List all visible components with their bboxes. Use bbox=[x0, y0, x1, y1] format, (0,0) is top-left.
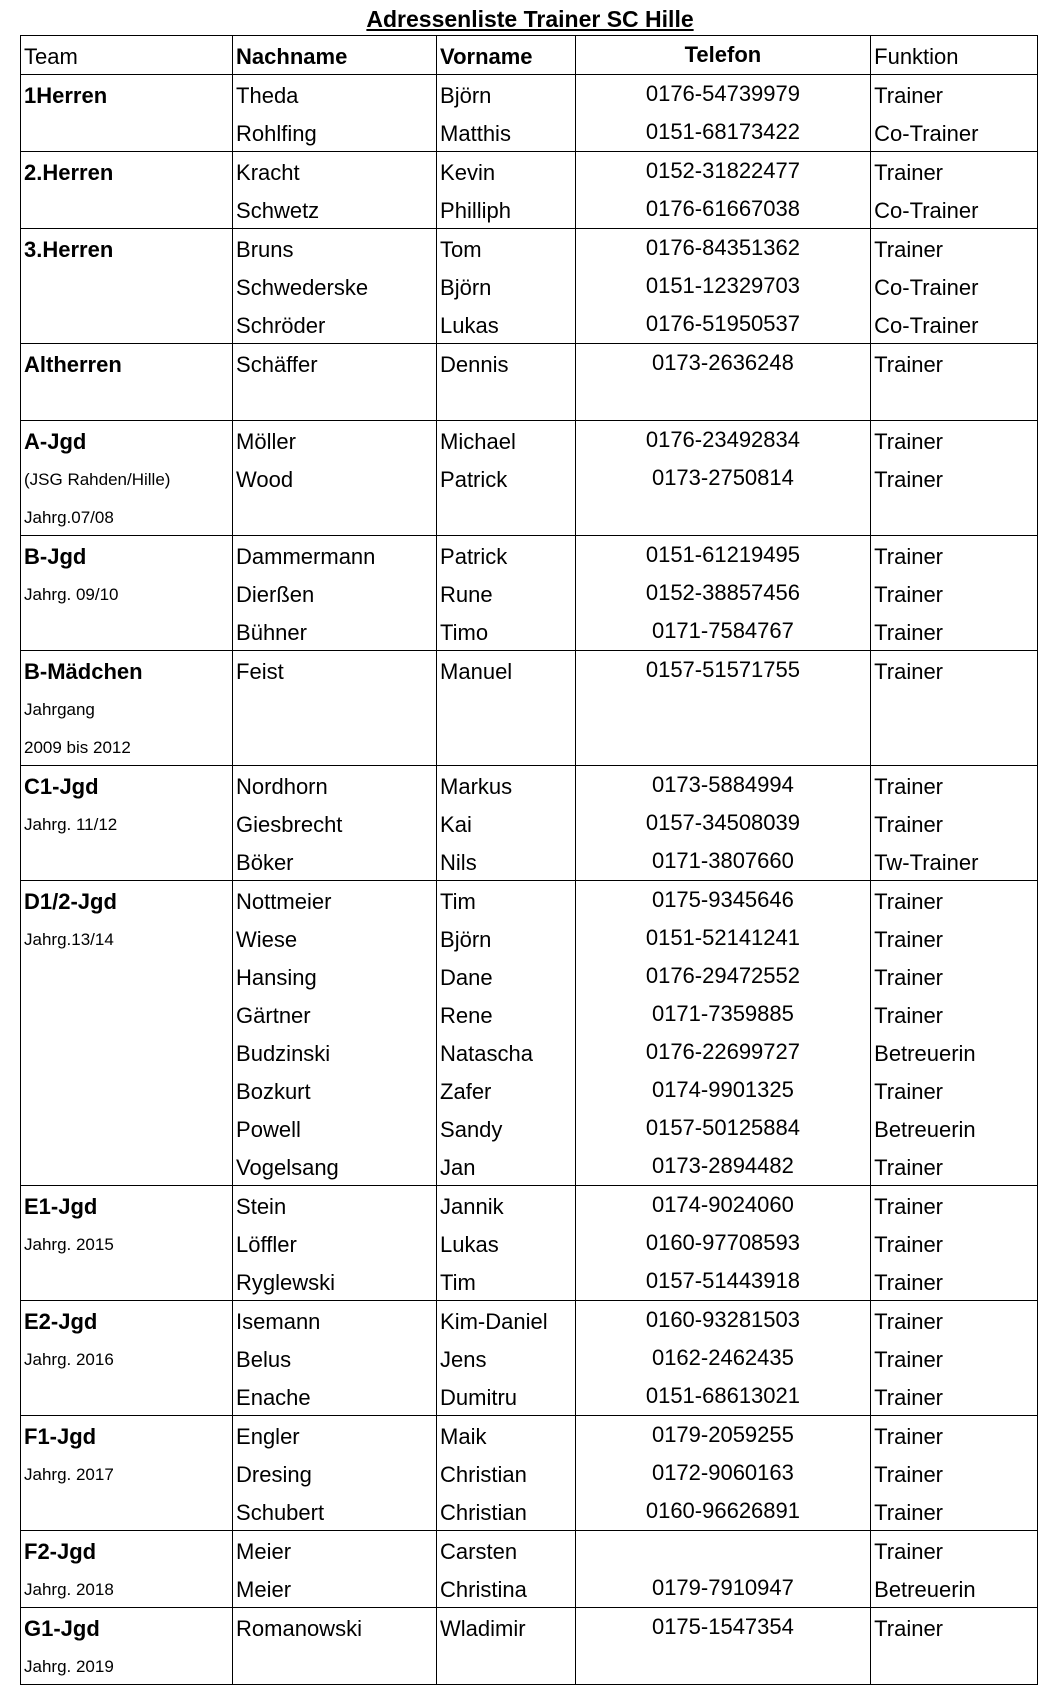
nachname-value: Rohlfing bbox=[236, 121, 317, 146]
address-table-body bbox=[21, 36, 1038, 1685]
header-telefon: Telefon bbox=[575, 36, 870, 75]
empty-line bbox=[437, 1646, 575, 1684]
nachname-value: Bühner bbox=[236, 620, 307, 645]
vorname-value: Christian bbox=[440, 1500, 527, 1525]
team-name: 2.Herren bbox=[24, 160, 114, 185]
nachname-value: Schwederske bbox=[236, 275, 369, 300]
funktion-cell bbox=[871, 152, 1038, 229]
telefon-value: 0152-38857456 bbox=[645, 580, 800, 605]
funktion-value: Trainer bbox=[874, 965, 944, 990]
address-table bbox=[20, 35, 1038, 1685]
telefon-value: 0176-54739979 bbox=[645, 81, 800, 106]
team-name: B-Mädchen bbox=[24, 659, 143, 684]
vorname-cell bbox=[437, 229, 576, 344]
empty-line bbox=[233, 497, 436, 535]
team-subtitle: Jahrg. 2016 bbox=[24, 1350, 114, 1369]
vorname-value: Markus bbox=[440, 774, 513, 799]
telefon-value: 0157-34508039 bbox=[645, 810, 800, 835]
telefon-value: 0151-52141241 bbox=[645, 925, 800, 950]
telefon-value: 0151-68173422 bbox=[645, 119, 800, 144]
empty-line bbox=[233, 689, 436, 727]
empty-line bbox=[576, 497, 870, 535]
funktion-cell bbox=[871, 651, 1038, 766]
team-cell bbox=[21, 1531, 233, 1608]
vorname-value: Wladimir bbox=[440, 1616, 526, 1641]
vorname-value: Patrick bbox=[440, 544, 508, 569]
telefon-value: 0171-7584767 bbox=[651, 618, 794, 643]
team-group-row bbox=[21, 152, 1038, 229]
vorname-cell bbox=[437, 344, 576, 421]
nachname-value: Wiese bbox=[236, 927, 298, 952]
telefon-value: 0179-2059255 bbox=[651, 1422, 794, 1447]
telefon-cell bbox=[575, 344, 870, 421]
funktion-value: Trainer bbox=[874, 659, 944, 684]
telefon-cell bbox=[575, 1608, 870, 1685]
telefon-cell bbox=[575, 152, 870, 229]
team-group-row bbox=[21, 766, 1038, 881]
nachname-cell bbox=[233, 536, 437, 651]
funktion-value: Trainer bbox=[874, 160, 944, 185]
telefon-value: 0160-97708593 bbox=[645, 1230, 800, 1255]
empty-line bbox=[871, 1646, 1037, 1684]
nachname-value: Nordhorn bbox=[236, 774, 328, 799]
team-name: A-Jgd bbox=[24, 429, 87, 454]
team-cell bbox=[21, 1186, 233, 1301]
nachname-value: Meier bbox=[236, 1539, 292, 1564]
funktion-cell bbox=[871, 1608, 1038, 1685]
telefon-value: 0157-50125884 bbox=[645, 1115, 800, 1140]
team-cell bbox=[21, 536, 233, 651]
nachname-value: Feist bbox=[236, 659, 284, 684]
vorname-cell bbox=[437, 1301, 576, 1416]
empty-line bbox=[437, 382, 575, 420]
header-vorname: Vorname bbox=[437, 36, 576, 75]
telefon-cell bbox=[575, 1416, 870, 1531]
nachname-value: Theda bbox=[236, 83, 299, 108]
vorname-cell bbox=[437, 536, 576, 651]
funktion-value: Trainer bbox=[874, 1500, 944, 1525]
vorname-value: Jannik bbox=[440, 1194, 504, 1219]
team-subtitle: Jahrg.07/08 bbox=[24, 508, 114, 527]
vorname-value: Christina bbox=[440, 1577, 527, 1602]
vorname-value: Timo bbox=[440, 620, 489, 645]
team-name: Altherren bbox=[24, 352, 122, 377]
vorname-cell bbox=[437, 152, 576, 229]
nachname-value: Belus bbox=[236, 1347, 292, 1372]
telefon-cell bbox=[575, 536, 870, 651]
nachname-cell bbox=[233, 1531, 437, 1608]
team-group-row bbox=[21, 536, 1038, 651]
empty-line bbox=[437, 689, 575, 727]
team-name: E2-Jgd bbox=[24, 1309, 98, 1334]
team-group-row bbox=[21, 651, 1038, 766]
nachname-value: Dresing bbox=[236, 1462, 312, 1487]
team-group-row bbox=[21, 1531, 1038, 1608]
nachname-value: Vogelsang bbox=[236, 1155, 339, 1180]
vorname-cell bbox=[437, 1531, 576, 1608]
telefon-value: 0175-9345646 bbox=[651, 887, 794, 912]
nachname-value: Böker bbox=[236, 850, 294, 875]
team-subtitle: Jahrgang bbox=[24, 700, 95, 719]
empty-line bbox=[437, 497, 575, 535]
nachname-value: Stein bbox=[236, 1194, 287, 1219]
team-subtitle: Jahrg.13/14 bbox=[24, 930, 114, 949]
empty-line bbox=[576, 382, 870, 420]
nachname-cell bbox=[233, 1301, 437, 1416]
team-cell bbox=[21, 152, 233, 229]
team-name: G1-Jgd bbox=[24, 1616, 100, 1641]
team-name: E1-Jgd bbox=[24, 1194, 98, 1219]
empty-line bbox=[576, 1646, 870, 1684]
vorname-cell bbox=[437, 1416, 576, 1531]
funktion-cell bbox=[871, 536, 1038, 651]
team-group-row bbox=[21, 1301, 1038, 1416]
team-subtitle: Jahrg. 2015 bbox=[24, 1235, 114, 1254]
telefon-value: 0176-23492834 bbox=[645, 427, 800, 452]
funktion-value: Trainer bbox=[874, 467, 944, 492]
vorname-value: Björn bbox=[440, 927, 492, 952]
nachname-value: Meier bbox=[236, 1577, 292, 1602]
vorname-cell bbox=[437, 421, 576, 536]
funktion-value: Trainer bbox=[874, 544, 944, 569]
team-name: 3.Herren bbox=[24, 237, 114, 262]
team-group-row bbox=[21, 1416, 1038, 1531]
header-nachname: Nachname bbox=[233, 36, 437, 75]
telefon-value: 0173-5884994 bbox=[651, 772, 794, 797]
vorname-value: Lukas bbox=[440, 1232, 499, 1257]
team-group-row bbox=[21, 1186, 1038, 1301]
team-cell bbox=[21, 766, 233, 881]
telefon-value: 0171-7359885 bbox=[651, 1001, 794, 1026]
funktion-value: Betreuerin bbox=[874, 1577, 976, 1602]
funktion-cell bbox=[871, 1301, 1038, 1416]
vorname-value: Dane bbox=[440, 965, 493, 990]
funktion-value: Trainer bbox=[874, 889, 944, 914]
vorname-value: Michael bbox=[440, 429, 516, 454]
telefon-value: 0176-22699727 bbox=[645, 1039, 800, 1064]
team-group-row bbox=[21, 881, 1038, 1186]
vorname-value: Manuel bbox=[440, 659, 513, 684]
empty-line bbox=[233, 727, 436, 765]
vorname-value: Natascha bbox=[440, 1041, 533, 1066]
nachname-value: Schwetz bbox=[236, 198, 320, 223]
nachname-value: Nottmeier bbox=[236, 889, 332, 914]
vorname-value: Jens bbox=[440, 1347, 487, 1372]
funktion-cell bbox=[871, 1416, 1038, 1531]
nachname-value: Schäffer bbox=[236, 352, 318, 377]
telefon-value: 0151-61219495 bbox=[645, 542, 800, 567]
nachname-cell bbox=[233, 152, 437, 229]
telefon-value: 0176-29472552 bbox=[645, 963, 800, 988]
empty-line bbox=[576, 689, 870, 727]
nachname-value: Powell bbox=[236, 1117, 301, 1142]
team-subtitle bbox=[21, 382, 232, 420]
nachname-value: Bruns bbox=[236, 237, 294, 262]
telefon-value: 0171-3807660 bbox=[651, 848, 794, 873]
team-cell bbox=[21, 651, 233, 766]
telefon-cell bbox=[575, 421, 870, 536]
funktion-value: Betreuerin bbox=[874, 1041, 976, 1066]
vorname-cell bbox=[437, 1186, 576, 1301]
team-subtitle: (JSG Rahden/Hille) bbox=[24, 470, 171, 489]
telefon-cell bbox=[575, 1531, 870, 1608]
funktion-value: Trainer bbox=[874, 429, 944, 454]
nachname-value: Löffler bbox=[236, 1232, 297, 1257]
vorname-value: Lukas bbox=[440, 313, 499, 338]
vorname-value: Tim bbox=[440, 889, 476, 914]
funktion-value: Trainer bbox=[874, 812, 944, 837]
vorname-value: Rune bbox=[440, 582, 493, 607]
funktion-cell bbox=[871, 229, 1038, 344]
funktion-cell bbox=[871, 1186, 1038, 1301]
telefon-value: 0157-51443918 bbox=[645, 1268, 800, 1293]
funktion-value: Trainer bbox=[874, 774, 944, 799]
telefon-value: 0173-2636248 bbox=[651, 350, 794, 375]
vorname-value: Dumitru bbox=[440, 1385, 518, 1410]
vorname-value: Tom bbox=[440, 237, 482, 262]
vorname-cell bbox=[437, 75, 576, 152]
telefon-value bbox=[576, 1531, 870, 1569]
vorname-value: Jan bbox=[440, 1155, 476, 1180]
telefon-cell bbox=[575, 766, 870, 881]
team-group-row bbox=[21, 229, 1038, 344]
telefon-value: 0160-93281503 bbox=[645, 1307, 800, 1332]
nachname-cell bbox=[233, 766, 437, 881]
funktion-value: Trainer bbox=[874, 1079, 944, 1104]
team-subtitle: Jahrg. 09/10 bbox=[24, 585, 119, 604]
funktion-value: Co-Trainer bbox=[874, 275, 979, 300]
team-subtitle: Jahrg. 2019 bbox=[24, 1657, 114, 1676]
nachname-cell bbox=[233, 344, 437, 421]
funktion-value: Trainer bbox=[874, 1155, 944, 1180]
nachname-cell bbox=[233, 421, 437, 536]
funktion-cell bbox=[871, 881, 1038, 1186]
vorname-value: Kai bbox=[440, 812, 472, 837]
funktion-value: Tw-Trainer bbox=[874, 850, 979, 875]
vorname-cell bbox=[437, 881, 576, 1186]
vorname-value: Christian bbox=[440, 1462, 527, 1487]
team-cell bbox=[21, 344, 233, 421]
funktion-value: Trainer bbox=[874, 83, 944, 108]
telefon-value: 0160-96626891 bbox=[645, 1498, 800, 1523]
vorname-cell bbox=[437, 766, 576, 881]
nachname-value: Bozkurt bbox=[236, 1079, 311, 1104]
funktion-value: Trainer bbox=[874, 1385, 944, 1410]
telefon-value: 0151-68613021 bbox=[645, 1383, 800, 1408]
telefon-cell bbox=[575, 229, 870, 344]
telefon-value: 0173-2750814 bbox=[651, 465, 794, 490]
team-cell bbox=[21, 1416, 233, 1531]
nachname-cell bbox=[233, 229, 437, 344]
page-title: Adressenliste Trainer SC Hille bbox=[366, 6, 694, 32]
empty-line bbox=[871, 382, 1037, 420]
empty-line bbox=[233, 382, 436, 420]
nachname-value: Enache bbox=[236, 1385, 311, 1410]
team-cell bbox=[21, 881, 233, 1186]
funktion-value: Trainer bbox=[874, 352, 944, 377]
team-cell bbox=[21, 421, 233, 536]
empty-line bbox=[437, 727, 575, 765]
telefon-value: 0162-2462435 bbox=[651, 1345, 794, 1370]
nachname-cell bbox=[233, 75, 437, 152]
nachname-value: Hansing bbox=[236, 965, 317, 990]
funktion-value: Betreuerin bbox=[874, 1117, 976, 1142]
team-cell bbox=[21, 1301, 233, 1416]
funktion-value: Trainer bbox=[874, 582, 944, 607]
empty-line bbox=[576, 727, 870, 765]
telefon-cell bbox=[575, 651, 870, 766]
nachname-value: Dierßen bbox=[236, 582, 315, 607]
vorname-value: Björn bbox=[440, 83, 492, 108]
vorname-value: Rene bbox=[440, 1003, 493, 1028]
team-cell bbox=[21, 1608, 233, 1685]
funktion-value: Trainer bbox=[874, 620, 944, 645]
team-subtitle: Jahrg. 11/12 bbox=[24, 815, 118, 834]
team-name: D1/2-Jgd bbox=[24, 889, 117, 914]
funktion-value: Trainer bbox=[874, 1270, 944, 1295]
nachname-value: Romanowski bbox=[236, 1616, 362, 1641]
vorname-value: Sandy bbox=[440, 1117, 503, 1142]
telefon-value: 0174-9901325 bbox=[651, 1077, 794, 1102]
funktion-value: Trainer bbox=[874, 1462, 944, 1487]
vorname-cell bbox=[437, 1608, 576, 1685]
telefon-value: 0176-61667038 bbox=[645, 196, 800, 221]
nachname-cell bbox=[233, 1186, 437, 1301]
vorname-value: Björn bbox=[440, 275, 492, 300]
team-group-row bbox=[21, 75, 1038, 152]
header-team: Team bbox=[21, 36, 233, 75]
funktion-value: Trainer bbox=[874, 1424, 944, 1449]
nachname-cell bbox=[233, 1608, 437, 1685]
vorname-value: Philliph bbox=[440, 198, 511, 223]
telefon-value: 0172-9060163 bbox=[651, 1460, 794, 1485]
nachname-value: Gärtner bbox=[236, 1003, 311, 1028]
telefon-cell bbox=[575, 75, 870, 152]
team-group-row bbox=[21, 1608, 1038, 1685]
nachname-value: Möller bbox=[236, 429, 296, 454]
header-funktion: Funktion bbox=[871, 36, 1038, 75]
funktion-value: Trainer bbox=[874, 1003, 944, 1028]
nachname-value: Kracht bbox=[236, 160, 300, 185]
empty-line bbox=[871, 497, 1037, 535]
telefon-value: 0151-12329703 bbox=[645, 273, 800, 298]
nachname-value: Schubert bbox=[236, 1500, 325, 1525]
telefon-value: 0175-1547354 bbox=[651, 1614, 794, 1639]
nachname-value: Wood bbox=[236, 467, 294, 492]
team-group-row bbox=[21, 344, 1038, 421]
team-subtitle: 2009 bis 2012 bbox=[24, 738, 131, 757]
empty-line bbox=[871, 689, 1037, 727]
vorname-cell bbox=[437, 651, 576, 766]
team-name: F2-Jgd bbox=[24, 1539, 97, 1564]
nachname-cell bbox=[233, 1416, 437, 1531]
vorname-value: Dennis bbox=[440, 352, 509, 377]
vorname-value: Kevin bbox=[440, 160, 496, 185]
nachname-cell bbox=[233, 881, 437, 1186]
telefon-value: 0179-7910947 bbox=[651, 1575, 794, 1600]
telefon-cell bbox=[575, 1301, 870, 1416]
vorname-value: Zafer bbox=[440, 1079, 492, 1104]
funktion-value: Trainer bbox=[874, 1539, 944, 1564]
team-subtitle: Jahrg. 2017 bbox=[24, 1465, 114, 1484]
team-group-row bbox=[21, 421, 1038, 536]
telefon-cell bbox=[575, 1186, 870, 1301]
team-subtitle: Jahrg. 2018 bbox=[24, 1580, 114, 1599]
nachname-value: Budzinski bbox=[236, 1041, 331, 1066]
funktion-cell bbox=[871, 766, 1038, 881]
vorname-value: Nils bbox=[440, 850, 477, 875]
telefon-value: 0173-2894482 bbox=[651, 1153, 794, 1178]
team-name: 1Herren bbox=[24, 83, 108, 108]
telefon-cell bbox=[575, 881, 870, 1186]
funktion-value: Co-Trainer bbox=[874, 313, 979, 338]
team-name: C1-Jgd bbox=[24, 774, 99, 799]
empty-line bbox=[871, 727, 1037, 765]
empty-line bbox=[233, 1646, 436, 1684]
telefon-value: 0152-31822477 bbox=[645, 158, 800, 183]
funktion-value: Trainer bbox=[874, 1347, 944, 1372]
telefon-value: 0157-51571755 bbox=[645, 657, 800, 682]
nachname-value: Dammermann bbox=[236, 544, 376, 569]
vorname-value: Kim-Daniel bbox=[440, 1309, 548, 1334]
nachname-value: Ryglewski bbox=[236, 1270, 336, 1295]
funktion-value: Co-Trainer bbox=[874, 121, 979, 146]
telefon-value: 0176-84351362 bbox=[645, 235, 800, 260]
team-cell bbox=[21, 75, 233, 152]
vorname-value: Maik bbox=[440, 1424, 487, 1449]
vorname-value: Patrick bbox=[440, 467, 508, 492]
nachname-cell bbox=[233, 651, 437, 766]
funktion-value: Trainer bbox=[874, 1309, 944, 1334]
funktion-value: Trainer bbox=[874, 927, 944, 952]
header-row bbox=[21, 36, 1038, 75]
vorname-value: Tim bbox=[440, 1270, 476, 1295]
funktion-value: Trainer bbox=[874, 1194, 944, 1219]
vorname-value: Matthis bbox=[440, 121, 511, 146]
funktion-value: Trainer bbox=[874, 1616, 944, 1641]
funktion-value: Co-Trainer bbox=[874, 198, 979, 223]
funktion-cell bbox=[871, 421, 1038, 536]
nachname-value: Engler bbox=[236, 1424, 300, 1449]
vorname-value: Carsten bbox=[440, 1539, 518, 1564]
funktion-cell bbox=[871, 344, 1038, 421]
team-name: F1-Jgd bbox=[24, 1424, 97, 1449]
funktion-cell bbox=[871, 75, 1038, 152]
team-cell bbox=[21, 229, 233, 344]
nachname-value: Isemann bbox=[236, 1309, 321, 1334]
funktion-value: Trainer bbox=[874, 1232, 944, 1257]
nachname-value: Schröder bbox=[236, 313, 326, 338]
telefon-value: 0176-51950537 bbox=[645, 311, 800, 336]
funktion-cell bbox=[871, 1531, 1038, 1608]
funktion-value: Trainer bbox=[874, 237, 944, 262]
telefon-value: 0174-9024060 bbox=[651, 1192, 794, 1217]
nachname-value: Giesbrecht bbox=[236, 812, 343, 837]
team-name: B-Jgd bbox=[24, 544, 87, 569]
